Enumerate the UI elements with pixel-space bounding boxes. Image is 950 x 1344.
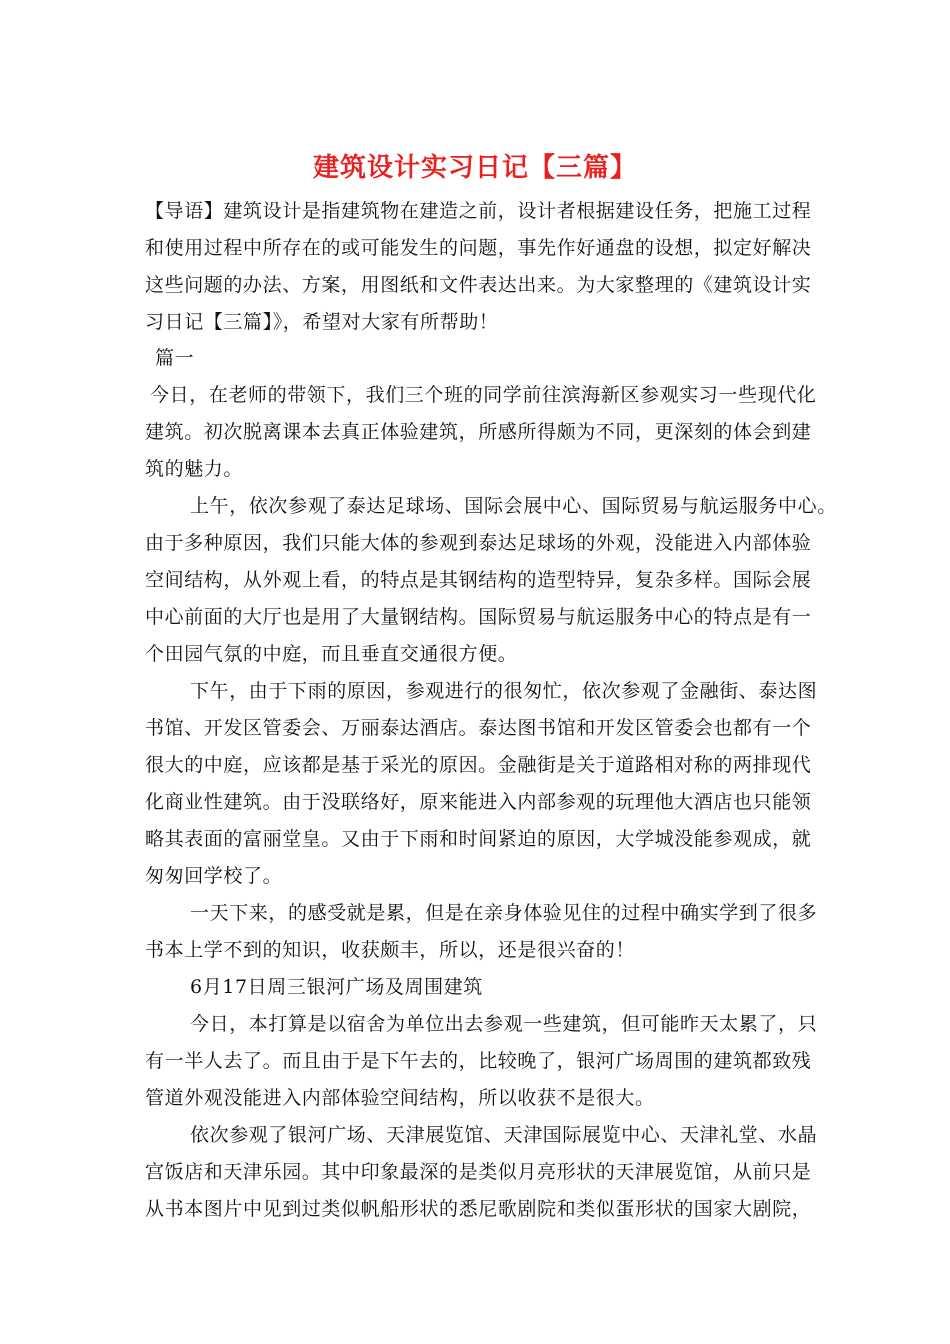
paragraph-line: 书馆、开发区管委会、万丽泰达酒店。泰达图书馆和开发区管委会也都有一个 <box>145 717 812 739</box>
paragraph-line: 建筑。初次脱离课本去真正体验建筑，所感所得颇为不同，更深刻的体会到建 <box>145 421 812 443</box>
paragraph-line: 今日，在老师的带领下，我们三个班的同学前往滨海新区参观实习一些现代化 <box>150 384 817 406</box>
paragraph-line: 空间结构，从外观上看，的特点是其钢结构的造型特异，复杂多样。国际会展 <box>145 569 812 591</box>
paragraph-line: 宫饭店和天津乐园。其中印象最深的是类似月亮形状的天津展览馆，从前只是 <box>145 1161 812 1183</box>
paragraph-line: 一天下来，的感受就是累，但是在亲身体验见住的过程中确实学到了很多 <box>190 902 818 924</box>
paragraph-line: 下午，由于下雨的原因，参观进行的很匆忙，依次参观了金融街、泰达图 <box>190 680 818 702</box>
intro-line-2: 和使用过程中所存在的或可能发生的问题，事先作好通盘的设想，拟定好解决 <box>145 237 812 259</box>
paragraph-line: 书本上学不到的知识，收获颇丰，所以，还是很兴奋的！ <box>145 939 636 961</box>
diary-date-heading: 6月17日周三银河广场及周围建筑 <box>190 976 483 998</box>
paragraph-line: 依次参观了银河广场、天津展览馆、天津国际展览中心、天津礼堂、水晶 <box>190 1124 818 1146</box>
section-heading: 篇一 <box>155 347 195 369</box>
paragraph-line: 从书本图片中见到过类似帆船形状的悉尼歌剧院和类似蛋形状的国家大剧院， <box>145 1198 812 1220</box>
paragraph-line: 筑的魅力。 <box>145 458 244 480</box>
paragraph-line: 略其表面的富丽堂皇。又由于下雨和时间紧迫的原因，大学城没能参观成，就 <box>145 828 812 850</box>
paragraph-line: 管道外观没能进入内部体验空间结构，所以收获不是很大。 <box>145 1087 655 1109</box>
paragraph-line: 中心前面的大厅也是用了大量钢结构。国际贸易与航运服务中心的特点是有一 <box>145 606 812 628</box>
document-title: 建筑设计实习日记【三篇】 <box>312 153 637 183</box>
paragraph-line: 有一半人去了。而且由于是下午去的，比较晚了，银河广场周围的建筑都致残 <box>145 1050 812 1072</box>
intro-line-1: 【导语】建筑设计是指建筑物在建造之前，设计者根据建设任务，把施工过程 <box>145 200 812 222</box>
paragraph-line: 由于多种原因，我们只能大体的参观到泰达足球场的外观，没能进入内部体验 <box>145 532 812 554</box>
paragraph-line: 个田园气氛的中庭，而且垂直交通很方便。 <box>145 643 518 665</box>
paragraph-line: 上午，依次参观了泰达足球场、国际会展中心、国际贸易与航运服务中心。 <box>190 495 837 517</box>
paragraph-line: 化商业性建筑。由于没联络好，原来能进入内部参观的玩理他大酒店也只能领 <box>145 791 812 813</box>
paragraph-line: 匆匆回学校了。 <box>145 865 283 887</box>
paragraph-line: 今日，本打算是以宿舍为单位出去参观一些建筑，但可能昨天太累了，只 <box>190 1013 818 1035</box>
intro-line-4: 习日记【三篇】》，希望对大家有所帮助！ <box>145 311 499 333</box>
paragraph-line: 很大的中庭，应该都是基于采光的原因。金融街是关于道路相对称的两排现代 <box>145 754 812 776</box>
intro-line-3: 这些问题的办法、方案，用图纸和文件表达出来。为大家整理的《建筑设计实 <box>145 274 812 296</box>
